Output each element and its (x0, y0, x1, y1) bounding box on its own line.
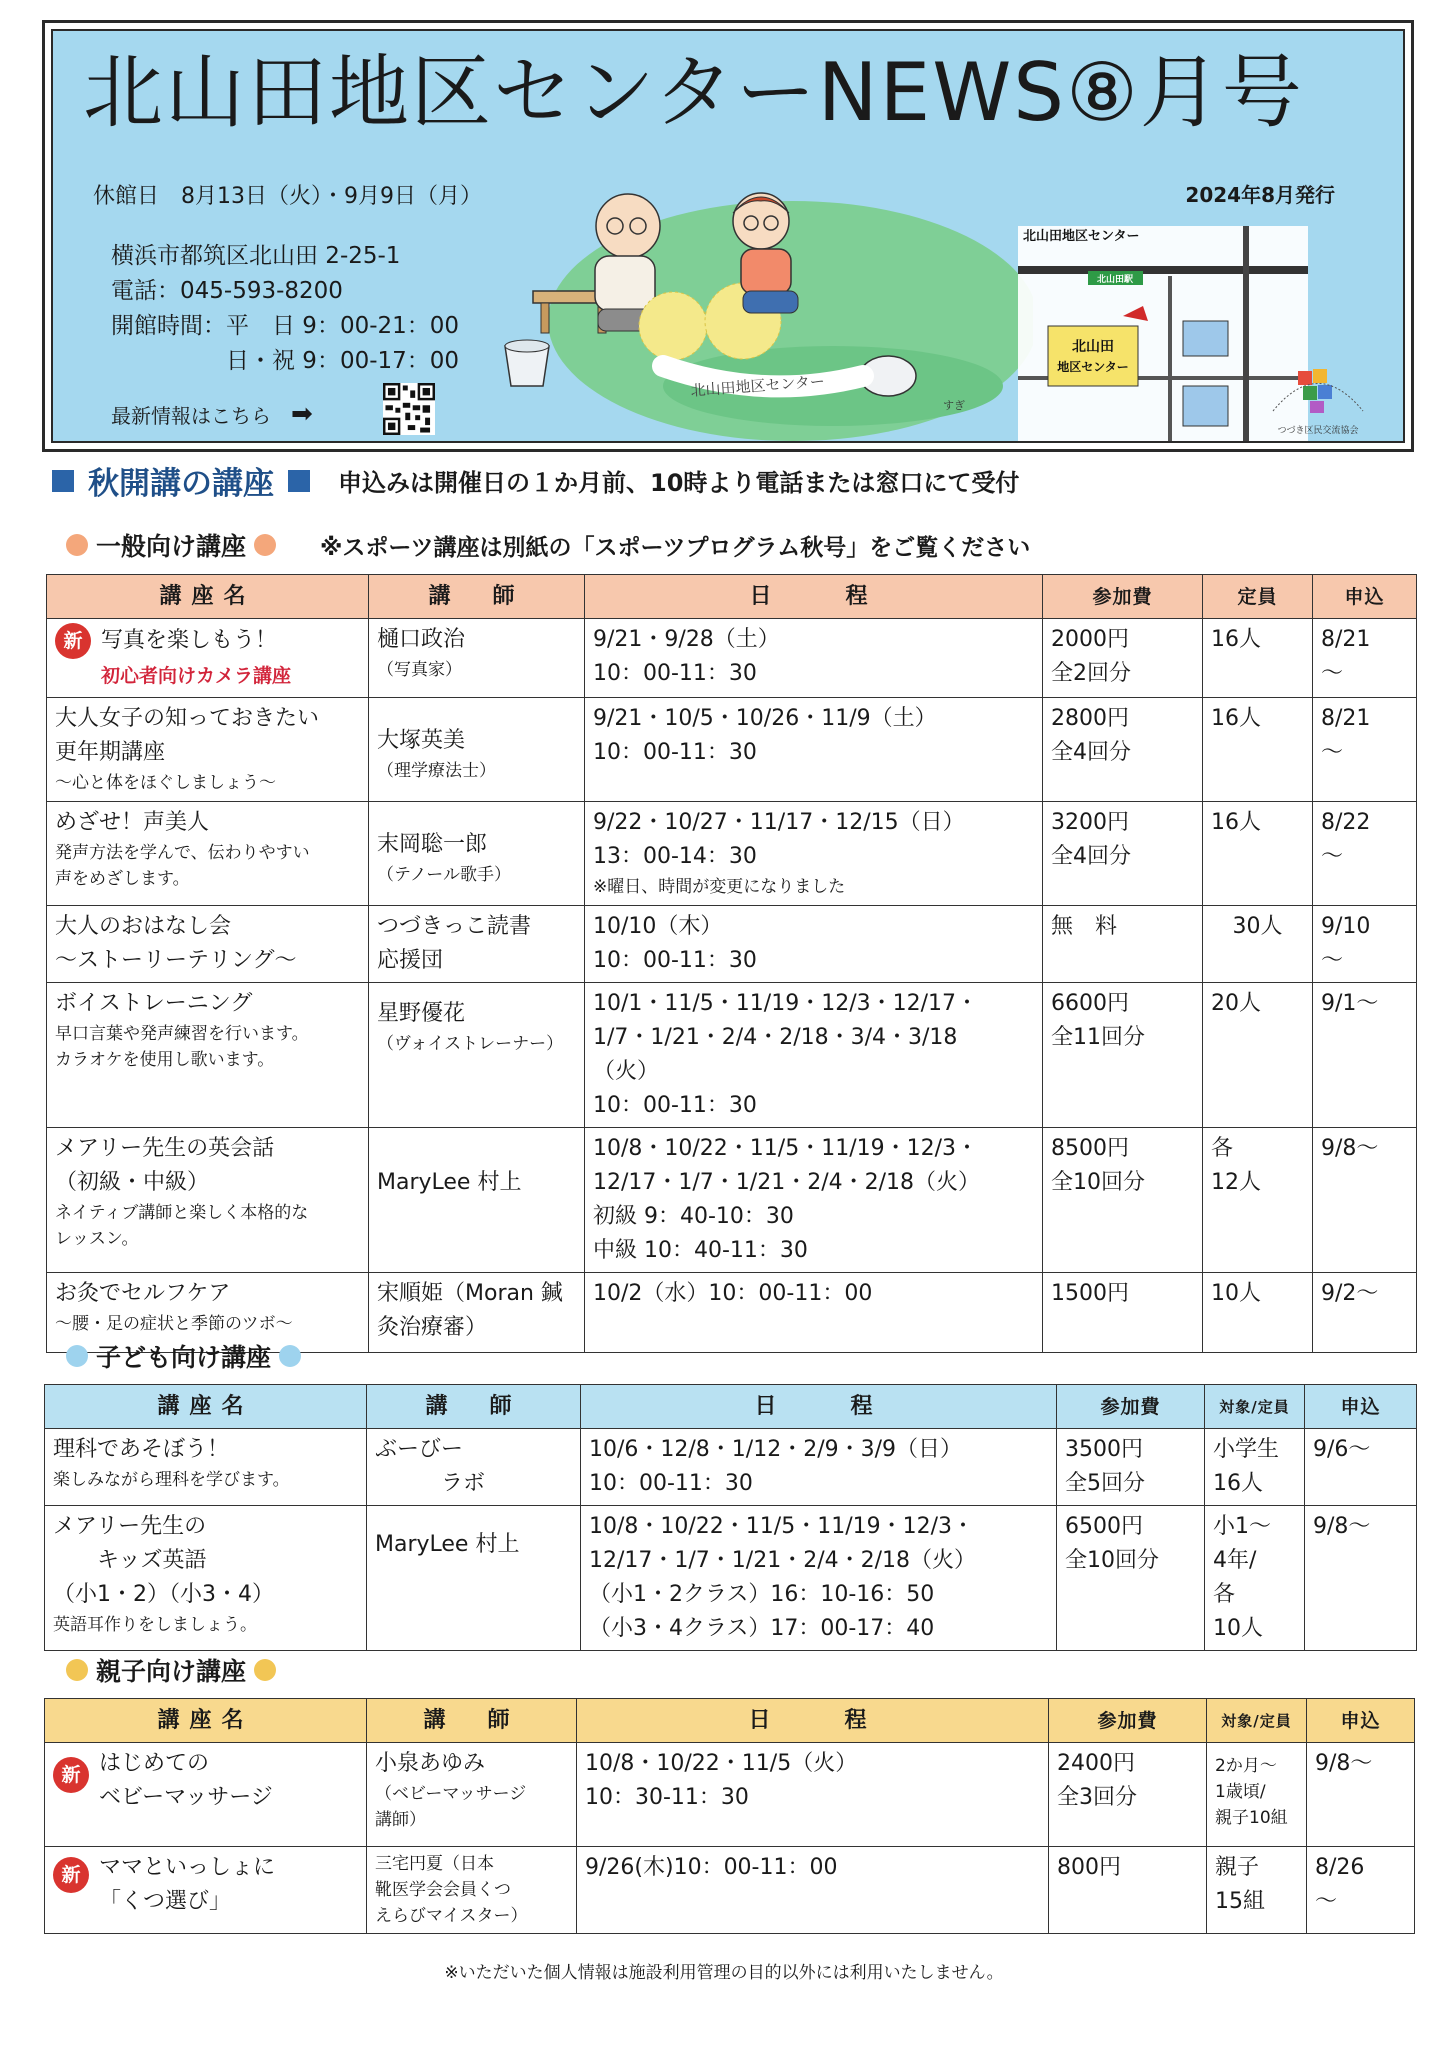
capacity-cell: 20人 (1203, 983, 1313, 1128)
fee-amount: 6500円 (1065, 1514, 1143, 1539)
apply-cell: 9/10 ～ (1313, 906, 1417, 983)
issue-date: 2024年8月発行 (1185, 183, 1335, 207)
instructor-name: 星野優花 (377, 1001, 466, 1026)
fee-cell (1043, 802, 1203, 906)
privacy-footnote: ※いただいた個人情報は施設利用管理の目的以外には利用いたしません。 (444, 1963, 1004, 1983)
fee-sessions: 全4回分 (1051, 740, 1131, 765)
col-header-schedule: 日 程 (585, 575, 1043, 619)
latest-info-label: 最新情報はこちら (111, 403, 271, 428)
illustration-grandfather-child (503, 171, 1033, 441)
schedule-line: 10/8・10/22・11/5・11/19・12/3・ (589, 1514, 975, 1539)
col-header-course: 講座名 (45, 1385, 367, 1429)
schedule-line: 1/7・1/21・2/4・2/18・3/4・3/18 (593, 1025, 958, 1050)
illustrator-signature: すぎ (943, 399, 965, 412)
course-title: 大人女子の知っておきたい 更年期講座 (55, 706, 320, 765)
schedule-line: （小1・2クラス）16：10-16：50 (589, 1582, 935, 1607)
col-header-schedule: 日 程 (581, 1385, 1057, 1429)
capacity-cell: 小学生 16人 (1205, 1429, 1305, 1506)
apply-cell: 8/21 ～ (1313, 698, 1417, 802)
yellow-dot-icon (254, 1659, 276, 1681)
family-courses-heading (66, 1652, 276, 1688)
schedule-line: 10/10（木） (593, 914, 723, 939)
contact-info (111, 239, 459, 379)
apply-cell: 9/6～ (1305, 1429, 1417, 1506)
general-courses-table (46, 574, 1417, 1353)
instructor-cell: ぶーびー ラボ (367, 1429, 581, 1506)
map-station-label: 北山田駅 (1096, 275, 1134, 285)
fee-cell (1043, 1128, 1203, 1273)
course-name-cell (45, 1743, 367, 1847)
fee-sessions: 全2回分 (1051, 661, 1131, 686)
family-courses-table (44, 1698, 1415, 1934)
instructor-cell (367, 1743, 577, 1847)
course-subtitle: ～心と体をほぐしましょう～ (55, 773, 276, 793)
apply-cell: 8/22 ～ (1313, 802, 1417, 906)
arrow-right-icon: ➡ (291, 399, 313, 429)
course-subtitle: 発声方法を学んで、伝わりやすい 声をめざします。 (55, 843, 310, 889)
kids-heading-text: 子ども向け講座 (96, 1343, 272, 1372)
course-title: ボイストレーニング (55, 991, 253, 1016)
fee-sessions: 全11回分 (1051, 1025, 1145, 1050)
orange-dot-icon (66, 534, 88, 556)
table-row (47, 983, 1417, 1128)
fee-cell (1057, 1429, 1205, 1506)
fee-cell (1043, 983, 1203, 1128)
autumn-courses-heading (52, 458, 1019, 503)
course-subtitle: 早口言葉や発声練習を行います。 カラオケを使用し歌います。 (55, 1024, 309, 1070)
capacity-cell: 16人 (1203, 619, 1313, 698)
fee-cell (1057, 1506, 1205, 1651)
instructor-role: （ベビーマッサージ 講師） (375, 1784, 527, 1830)
schedule-line: 12/17・1/7・1/21・2/4・2/18（火） (589, 1548, 977, 1573)
course-title: メアリー先生の英会話 （初級・中級） (55, 1136, 275, 1195)
course-name-cell (47, 802, 369, 906)
col-header-instructor: 講 師 (367, 1385, 581, 1429)
schedule-cell: 9/26(木)10：00-11：00 (577, 1847, 1049, 1934)
svg-text:つづき区民交流協会: つづき区民交流協会 (1277, 426, 1359, 436)
blue-dot-icon (66, 1345, 88, 1367)
fee-amount: 3200円 (1051, 810, 1129, 835)
course-name-cell (47, 698, 369, 802)
table-row (47, 906, 1417, 983)
new-badge-icon: 新 (55, 623, 91, 659)
phone: 電話：045-593-8200 (111, 278, 343, 304)
association-seal (1263, 351, 1373, 441)
schedule-line: 9/22・10/27・11/17・12/15（日） (593, 810, 965, 835)
schedule-cell: 10/2（水）10：00-11：00 (585, 1273, 1043, 1353)
col-header-instructor: 講 師 (369, 575, 585, 619)
kids-courses-table (44, 1384, 1417, 1651)
schedule-cell (585, 1128, 1043, 1273)
schedule-line: 10：00-11：30 (593, 1093, 757, 1118)
table-row (47, 698, 1417, 802)
apply-cell: 9/8～ (1305, 1506, 1417, 1651)
course-name-cell: 大人のおはなし会 ～ストーリーテリング～ (47, 906, 369, 983)
orange-dot-icon (254, 534, 276, 556)
schedule-cell (585, 619, 1043, 698)
map-center-label: 北山田地区センター (1023, 229, 1140, 244)
fee-amount: 2800円 (1051, 706, 1129, 731)
schedule-cell (577, 1743, 1049, 1847)
instructor-name: 末岡聡一郎 (377, 832, 488, 857)
fee-sessions: 全4回分 (1051, 844, 1131, 869)
fee-cell (1043, 619, 1203, 698)
instructor-cell: 宋順姫（Moran 鍼 灸治療審） (369, 1273, 585, 1353)
fee-sessions: 全10回分 (1065, 1548, 1159, 1573)
square-bullet-icon (288, 470, 310, 492)
col-header-course: 講座名 (47, 575, 369, 619)
instructor-name: MaryLee 村上 (377, 1170, 522, 1195)
instructor-cell (369, 619, 585, 698)
kids-courses-heading (66, 1338, 301, 1374)
instructor-name: MaryLee 村上 (375, 1532, 520, 1557)
course-name-cell (47, 619, 369, 698)
header-panel (51, 29, 1405, 443)
fee-cell: 800円 (1049, 1847, 1207, 1934)
fee-amount: 2000円 (1051, 627, 1129, 652)
course-name-cell (45, 1847, 367, 1934)
col-header-apply: 申込 (1307, 1699, 1415, 1743)
instructor-cell: 三宅円夏（日本 靴医学会会員くつ えらびマイスター） (367, 1847, 577, 1934)
schedule-line: 10/6・12/8・1/12・2/9・3/9（日） (589, 1437, 963, 1462)
instructor-cell: つづきっこ読書 応援団 (369, 906, 585, 983)
instructor-role: （写真家） (377, 660, 462, 680)
col-header-instructor: 講 師 (367, 1699, 577, 1743)
instructor-cell (369, 1128, 585, 1273)
schedule-cell (585, 802, 1043, 906)
new-badge-icon: 新 (53, 1757, 89, 1793)
yellow-dot-icon (66, 1659, 88, 1681)
instructor-cell (367, 1506, 581, 1651)
col-header-capacity: 定員 (1203, 575, 1313, 619)
schedule-line: 10：30-11：30 (585, 1785, 749, 1810)
sports-note: ※スポーツ講座は別紙の「スポーツプログラム秋号」をご覧ください (320, 534, 1031, 561)
newsletter-header (42, 20, 1414, 452)
schedule-note: ※曜日、時間が変更になりました (593, 877, 846, 897)
qr-code-icon[interactable] (383, 383, 435, 435)
apply-cell: 9/2～ (1313, 1273, 1417, 1353)
general-courses-heading (66, 527, 1030, 563)
capacity-cell: 小1～ 4年/ 各 10人 (1205, 1506, 1305, 1651)
schedule-cell (585, 906, 1043, 983)
capacity-cell: 親子 15組 (1207, 1847, 1307, 1934)
schedule-line: 10/8・10/22・11/5・11/19・12/3・ (593, 1136, 979, 1161)
fee-cell: 1500円 (1043, 1273, 1203, 1353)
family-heading-text: 親子向け講座 (96, 1657, 247, 1686)
newsletter-title: 北山田地区センターNEWS⑧月号 (83, 46, 1304, 139)
course-title: はじめての ベビーマッサージ (99, 1751, 273, 1810)
capacity-cell: 30人 (1203, 906, 1313, 983)
closed-days: 休館日 8月13日（火）・9月9日（月） (93, 184, 482, 209)
table-row (47, 802, 1417, 906)
schedule-line: 10/8・10/22・11/5（火） (585, 1751, 858, 1776)
col-header-target: 対象/定員 (1205, 1385, 1305, 1429)
hours-holiday: 日・祝 9：00-17：00 (111, 348, 460, 374)
apply-cell: 9/8～ (1313, 1128, 1417, 1273)
association-logo-icon (1263, 351, 1373, 441)
latest-info (111, 399, 313, 429)
capacity-cell: 2か月～ 1歳頃/ 親子10組 (1207, 1743, 1307, 1847)
schedule-line: 13：00-14：30 (593, 844, 757, 869)
fee-cell (1043, 698, 1203, 802)
address: 横浜市都筑区北山田 2-25-1 (111, 243, 401, 269)
schedule-line: 10：00-11：30 (589, 1471, 753, 1496)
apply-cell: 9/8～ (1307, 1743, 1415, 1847)
course-title: めざせ！声美人 (55, 810, 210, 835)
capacity-cell: 各 12人 (1203, 1128, 1313, 1273)
table-row (45, 1506, 1417, 1651)
schedule-line: （小3・4クラス）17：00-17：40 (589, 1616, 935, 1641)
table-row (45, 1743, 1415, 1847)
schedule-line: 10/1・11/5・11/19・12/3・12/17・ (593, 991, 979, 1016)
square-bullet-icon (52, 470, 74, 492)
col-header-schedule: 日 程 (577, 1699, 1049, 1743)
schedule-line: 10：00-11：30 (593, 948, 757, 973)
instructor-cell (369, 802, 585, 906)
col-header-apply: 申込 (1313, 575, 1417, 619)
course-title: 写真を楽しもう！ (101, 628, 278, 653)
autumn-heading-text: 秋開講の講座 (88, 466, 274, 502)
instructor-name: 大塚英美 (377, 728, 466, 753)
course-name-cell (45, 1506, 367, 1651)
fee-sessions: 全10回分 (1051, 1170, 1145, 1195)
instructor-name: 樋口政治 (377, 627, 466, 652)
fee-amount: 3500円 (1065, 1437, 1143, 1462)
col-header-course: 講座名 (45, 1699, 367, 1743)
course-subtitle: ～腰・足の症状と季節のツボ～ (55, 1314, 293, 1334)
course-name-cell (47, 1128, 369, 1273)
schedule-line: 10：00-11：30 (593, 661, 757, 686)
blue-dot-icon (279, 1345, 301, 1367)
apply-cell: 9/1～ (1313, 983, 1417, 1128)
schedule-line: 9/21・9/28（土） (593, 627, 780, 652)
svg-text:北山田: 北山田 (1072, 339, 1114, 355)
schedule-line: 10：00-11：30 (593, 740, 757, 765)
course-title: メアリー先生の キッズ英語 （小1・2）（小3・4） (53, 1514, 274, 1607)
instructor-cell (369, 698, 585, 802)
fee-amount: 2400円 (1057, 1751, 1135, 1776)
apply-cell: 8/26 ～ (1307, 1847, 1415, 1934)
course-title: ママといっしょに 「くつ選び」 (99, 1855, 276, 1914)
course-subtitle: 英語耳作りをしましょう。 (53, 1615, 257, 1635)
capacity-cell: 16人 (1203, 698, 1313, 802)
col-header-target: 対象/定員 (1207, 1699, 1307, 1743)
schedule-line: 12/17・1/7・1/21・2/4・2/18（火） (593, 1170, 981, 1195)
schedule-cell (585, 698, 1043, 802)
schedule-cell (581, 1506, 1057, 1651)
new-badge-icon: 新 (53, 1857, 89, 1893)
course-name-cell (47, 983, 369, 1128)
schedule-cell (581, 1429, 1057, 1506)
fee-cell (1049, 1743, 1207, 1847)
table-row (47, 1128, 1417, 1273)
schedule-line: （火） (593, 1059, 660, 1084)
col-header-fee: 参加費 (1057, 1385, 1205, 1429)
instructor-role: （ヴォイストレーナー） (377, 1034, 564, 1054)
course-subtitle: 初心者向けカメラ講座 (101, 665, 292, 687)
course-title: お灸でセルフケア (55, 1281, 231, 1306)
instructor-role: （テノール歌手） (377, 865, 511, 885)
fee-amount: 8500円 (1051, 1136, 1129, 1161)
course-name-cell (45, 1429, 367, 1506)
fee-cell: 無 料 (1043, 906, 1203, 983)
instructor-role: （理学療法士） (377, 761, 496, 781)
capacity-cell: 10人 (1203, 1273, 1313, 1353)
col-header-apply: 申込 (1305, 1385, 1417, 1429)
hours-weekday: 開館時間：平 日 9：00-21：00 (111, 313, 460, 339)
instructor-cell (369, 983, 585, 1128)
course-subtitle: 楽しみながら理科を学びます。 (53, 1470, 290, 1490)
schedule-line: 初級 9：40-10：30 (593, 1204, 794, 1229)
table-row (47, 619, 1417, 698)
application-note: 申込みは開催日の１か月前、10時より電話または窓口にて受付 (338, 469, 1020, 497)
course-subtitle: ネイティブ講師と楽しく本格的な レッスン。 (55, 1203, 309, 1249)
schedule-line: 中級 10：40-11：30 (593, 1238, 808, 1263)
fee-sessions: 全5回分 (1065, 1471, 1145, 1496)
svg-text:地区センター: 地区センター (1057, 360, 1129, 374)
general-heading-text: 一般向け講座 (96, 532, 247, 561)
table-row (45, 1429, 1417, 1506)
apply-cell: 8/21 ～ (1313, 619, 1417, 698)
fee-amount: 6600円 (1051, 991, 1129, 1016)
col-header-fee: 参加費 (1049, 1699, 1207, 1743)
fee-sessions: 全3回分 (1057, 1785, 1137, 1810)
capacity-cell: 16人 (1203, 802, 1313, 906)
schedule-line: 9/21・10/5・10/26・11/9（土） (593, 706, 937, 731)
illustration-label: 北山田地区センター (689, 372, 826, 400)
table-row (45, 1847, 1415, 1934)
col-header-fee: 参加費 (1043, 575, 1203, 619)
instructor-name: 小泉あゆみ (375, 1751, 486, 1776)
course-title: 理科であそぼう！ (53, 1437, 230, 1462)
schedule-cell (585, 983, 1043, 1128)
